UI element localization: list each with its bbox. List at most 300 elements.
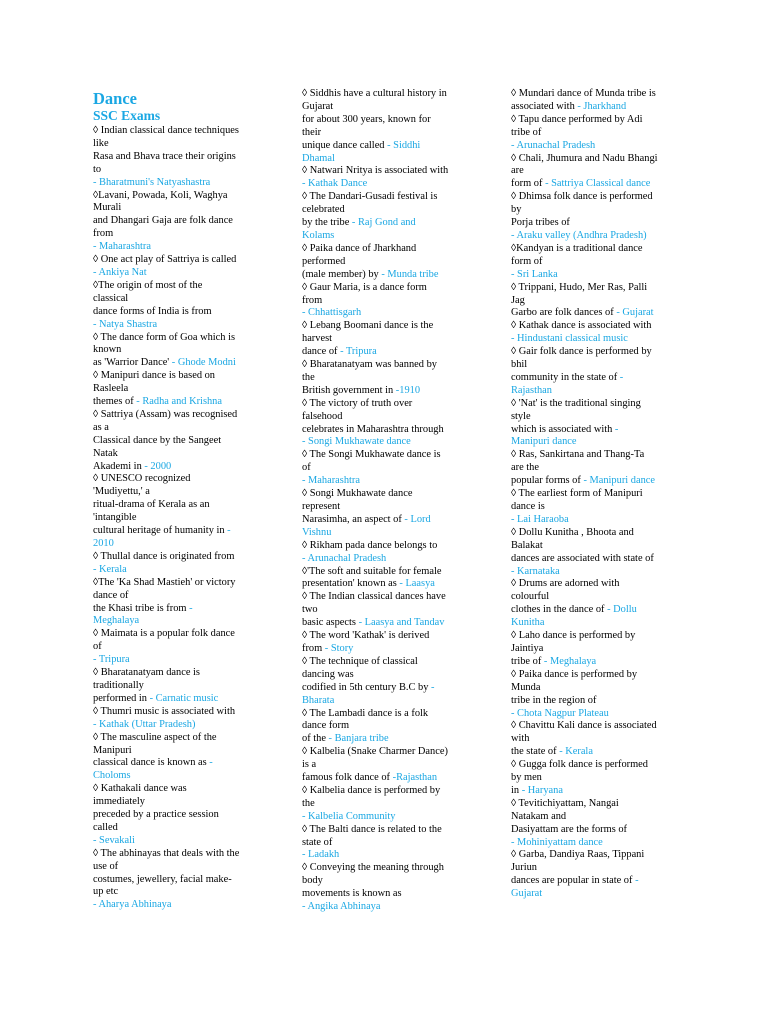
fact-item xyxy=(511,346,677,398)
fact-text: ◊ Indian classical dance techniques xyxy=(93,125,239,136)
fact-text: form of xyxy=(511,255,543,267)
fact-text: ◊ The Songi Mukhawate dance is xyxy=(302,449,441,461)
fact-answer: 2010 xyxy=(93,538,114,549)
fact-text: to xyxy=(93,163,102,175)
fact-line xyxy=(511,398,677,411)
fact-line xyxy=(511,759,677,772)
fact-answer: - xyxy=(227,525,231,537)
fact-text: ◊ Trippani, Hudo, Mer Ras, Palli xyxy=(511,281,648,293)
fact-item xyxy=(302,282,468,321)
fact-line xyxy=(511,385,677,398)
fact-line xyxy=(302,746,468,759)
fact-line xyxy=(511,436,677,449)
fact-line xyxy=(93,603,261,616)
fact-line xyxy=(511,320,677,333)
fact-text: ◊ Kalbelia dance is performed by xyxy=(302,784,441,796)
fact-text: ◊ Ras, Sankirtana and Thang-Ta xyxy=(511,449,645,461)
fact-answer: Dhamal xyxy=(302,152,335,164)
fact-answer: - xyxy=(614,423,619,435)
fact-answer: - xyxy=(189,602,193,614)
fact-item xyxy=(511,720,677,759)
fact-text: like xyxy=(93,137,109,149)
fact-line xyxy=(93,319,261,332)
fact-text: ◊ Chali, Jhumura and Nadu Bhangi xyxy=(511,152,658,164)
fact-text: ◊ Paika dance of Jharkhand xyxy=(302,242,417,254)
fact-item xyxy=(93,577,261,629)
fact-text: ◊ The Lambadi dance is a folk xyxy=(302,707,429,719)
fact-text: Natak xyxy=(93,447,118,459)
fact-text: are xyxy=(511,165,524,177)
fact-line xyxy=(302,204,468,217)
fact-text: Manipuri xyxy=(93,744,132,756)
fact-line xyxy=(302,837,468,850)
fact-line xyxy=(511,566,677,579)
fact-text: 'intangible xyxy=(93,512,137,524)
fact-line xyxy=(302,617,468,630)
fact-text: ◊ UNESCO recognized xyxy=(93,473,191,485)
fact-text: two xyxy=(302,604,318,616)
fact-answer: - Chhattisgarh xyxy=(302,307,362,319)
fact-line xyxy=(93,344,261,357)
fact-answer: - Jharkhand xyxy=(577,100,627,112)
fact-item xyxy=(302,630,468,656)
fact-answer: - Kerala xyxy=(559,746,593,758)
fact-answer: - Ankiya Nat xyxy=(93,266,147,278)
fact-line xyxy=(511,256,677,269)
fact-text: associated with xyxy=(511,100,578,112)
fact-text: by xyxy=(511,204,522,216)
fact-answer: - Lai Haraoba xyxy=(511,513,569,525)
fact-line xyxy=(93,641,261,654)
fact-text: ◊ Laho dance is performed by xyxy=(511,630,636,642)
fact-text: falsehood xyxy=(302,410,343,422)
fact-answer: - Hindustani classical music xyxy=(511,333,628,345)
fact-line xyxy=(93,590,261,603)
fact-line xyxy=(511,888,677,901)
fact-item xyxy=(302,88,468,165)
fact-answer: - Sri Lanka xyxy=(511,268,558,280)
fact-text: Narasimha, an aspect of xyxy=(302,513,405,525)
fact-line xyxy=(511,643,677,656)
fact-item xyxy=(511,282,677,321)
fact-text: dances are popular in state of xyxy=(511,875,636,887)
fact-item xyxy=(93,370,261,409)
fact-line xyxy=(93,719,261,732)
fact-line xyxy=(93,745,261,758)
fact-text: ◊ Lebang Boomani dance is the xyxy=(302,320,434,332)
fact-line xyxy=(302,798,468,811)
fact-text: ◊ The Indian classical dances have xyxy=(302,591,446,603)
fact-text: ◊ Manipuri dance is based on xyxy=(93,370,215,382)
fact-line xyxy=(302,901,468,914)
fact-answer: Kolams xyxy=(302,229,335,241)
fact-line xyxy=(93,202,261,215)
fact-text: ◊ Siddhis have a cultural history in xyxy=(302,88,447,99)
fact-line xyxy=(302,643,468,656)
fact-line xyxy=(93,770,261,783)
fact-line xyxy=(302,849,468,862)
fact-text: Murali xyxy=(93,202,122,214)
fact-line xyxy=(511,669,677,682)
fact-answer: - Angika Abhinaya xyxy=(302,901,381,913)
fact-text: from xyxy=(93,228,114,240)
fact-answer: - Maharashtra xyxy=(302,475,360,487)
fact-line xyxy=(511,114,677,127)
fact-item xyxy=(93,473,261,550)
fact-text: themes of xyxy=(93,396,137,408)
fact-line xyxy=(511,346,677,359)
fact-item xyxy=(302,243,468,282)
fact-line xyxy=(93,254,261,267)
fact-item xyxy=(511,849,677,901)
fact-answer: - Bharatmuni's Natyashastra xyxy=(93,176,211,188)
fact-text: tribe in the region of xyxy=(511,694,597,706)
fact-text: ◊ Maimata is a popular folk dance xyxy=(93,628,235,640)
fact-line xyxy=(93,473,261,486)
fact-text: from xyxy=(302,294,323,306)
fact-item xyxy=(93,628,261,667)
fact-item xyxy=(302,656,468,708)
fact-text: basic aspects xyxy=(302,617,359,629)
fact-line xyxy=(511,862,677,875)
fact-text: with xyxy=(511,733,530,745)
fact-item xyxy=(511,488,677,527)
fact-item xyxy=(93,667,261,706)
fact-text: preceded by a practice session xyxy=(93,809,219,821)
fact-text: Akademi in xyxy=(93,460,145,472)
fact-text: ◊ The abhinayas that deals with the xyxy=(93,847,240,859)
fact-line xyxy=(302,372,468,385)
fact-line xyxy=(302,591,468,604)
fact-text: the state of xyxy=(511,746,560,758)
fact-line xyxy=(93,525,261,538)
fact-line xyxy=(302,282,468,295)
fact-line xyxy=(93,551,261,564)
fact-text: ◊ Dhimsa folk dance is performed xyxy=(511,191,653,203)
fact-answer: Kunitha xyxy=(511,617,545,629)
fact-line xyxy=(93,757,261,770)
fact-text: Porja tribes of xyxy=(511,217,570,229)
fact-line xyxy=(93,654,261,667)
fact-item xyxy=(93,551,261,577)
fact-line xyxy=(511,785,677,798)
fact-text: ◊ Thumri music is associated with xyxy=(93,705,236,717)
fact-answer: Manipuri dance xyxy=(511,436,577,448)
fact-line xyxy=(511,617,677,630)
fact-text: style xyxy=(511,410,531,422)
fact-text: Classical dance by the Sangeet xyxy=(93,434,222,446)
fact-line xyxy=(511,462,677,475)
fact-line xyxy=(302,243,468,256)
fact-item xyxy=(93,125,261,190)
fact-text: ◊ Sattriya (Assam) was recognised xyxy=(93,408,238,420)
fact-line xyxy=(302,695,468,708)
fact-text: codified in 5th century B.C by xyxy=(302,681,431,693)
fact-answer: - Haryana xyxy=(521,784,563,796)
fact-answer: - Songi Mukhawate dance xyxy=(302,436,411,448)
fact-item xyxy=(511,449,677,488)
fact-item xyxy=(302,359,468,398)
fact-item xyxy=(302,449,468,488)
fact-answer: - Kathak (Uttar Pradesh) xyxy=(93,718,196,730)
fact-item xyxy=(302,320,468,359)
fact-line xyxy=(511,411,677,424)
fact-text: Garbo are folk dances of xyxy=(511,307,617,319)
fact-text: ◊ The victory of truth over xyxy=(302,397,413,409)
fact-line xyxy=(93,280,261,293)
fact-line xyxy=(302,566,468,579)
fact-text: dance of xyxy=(93,589,129,601)
fact-text: for about 300 years, known for xyxy=(302,113,431,125)
fact-line xyxy=(93,538,261,551)
fact-text: ◊ Gair folk dance is performed by xyxy=(511,346,652,358)
fact-text: Balakat xyxy=(511,539,543,551)
fact-line xyxy=(302,604,468,617)
fact-item xyxy=(511,398,677,450)
fact-line xyxy=(511,553,677,566)
fact-line xyxy=(93,809,261,822)
fact-item xyxy=(302,398,468,450)
fact-answer: - Natya Shastra xyxy=(93,318,158,330)
fact-text: ◊ The masculine aspect of the xyxy=(93,731,217,743)
fact-text: state of xyxy=(302,836,333,848)
fact-answer: -Rajasthan xyxy=(392,772,438,784)
fact-line xyxy=(93,680,261,693)
fact-line xyxy=(511,604,677,617)
fact-line xyxy=(93,577,261,590)
fact-line xyxy=(511,333,677,346)
fact-line xyxy=(302,101,468,114)
fact-text: ◊ Thullal dance is originated from xyxy=(93,550,235,562)
fact-text: ritual-drama of Kerala as an xyxy=(93,499,210,511)
fact-line xyxy=(511,191,677,204)
fact-text: up etc xyxy=(93,886,119,898)
fact-line xyxy=(302,385,468,398)
fact-line xyxy=(93,383,261,396)
fact-line xyxy=(93,138,261,151)
fact-item xyxy=(302,708,468,747)
fact-text: tribe of xyxy=(511,126,542,138)
fact-line xyxy=(93,486,261,499)
fact-answer: - 2000 xyxy=(144,460,172,472)
fact-text: ◊ The earliest form of Manipuri xyxy=(511,488,643,500)
fact-text: Jag xyxy=(511,294,525,306)
fact-text: use of xyxy=(93,860,119,872)
fact-line xyxy=(93,435,261,448)
fact-line xyxy=(511,153,677,166)
fact-line xyxy=(511,772,677,785)
fact-text: ◊Kandyan is a traditional dance xyxy=(511,242,643,254)
fact-item xyxy=(511,153,677,192)
page-title: Dance xyxy=(93,89,137,108)
fact-text: clothes in the dance of xyxy=(511,604,608,616)
fact-text: classical xyxy=(93,292,129,304)
fact-item xyxy=(511,191,677,243)
fact-text: ◊ Dollu Kunitha , Bhoota and xyxy=(511,526,634,538)
fact-line xyxy=(511,824,677,837)
fact-text: ◊The 'Ka Shad Mastieh' or victory xyxy=(93,576,236,588)
fact-item xyxy=(511,527,677,579)
fact-text: dance forms of India is from xyxy=(93,305,212,317)
fact-line xyxy=(511,837,677,850)
fact-line xyxy=(511,527,677,540)
fact-line xyxy=(93,835,261,848)
fact-line xyxy=(302,269,468,282)
fact-item xyxy=(93,783,261,848)
fact-text: (male member) by xyxy=(302,268,382,280)
fact-line xyxy=(511,849,677,862)
fact-item xyxy=(511,669,677,721)
fact-text: Munda xyxy=(511,681,541,693)
fact-answer: - Ghode Modni xyxy=(171,357,236,369)
fact-text: harvest xyxy=(302,333,333,345)
fact-line xyxy=(93,396,261,409)
fact-text: ◊ Kathakali dance was xyxy=(93,783,187,795)
fact-answer: - Chota Nagpur Plateau xyxy=(511,707,609,719)
fact-line xyxy=(302,191,468,204)
column-2 xyxy=(302,88,468,914)
fact-answer: Bharata xyxy=(302,694,335,706)
fact-text: dances are associated with state of xyxy=(511,552,654,564)
fact-text: ◊ Drums are adorned with xyxy=(511,578,620,590)
fact-answer: - Kerala xyxy=(93,563,127,575)
fact-text: movements is known as xyxy=(302,888,402,900)
fact-text: Jaintiya xyxy=(511,642,544,654)
fact-line xyxy=(93,861,261,874)
fact-line xyxy=(93,177,261,190)
fact-text: performed in xyxy=(93,692,150,704)
fact-item xyxy=(93,409,261,474)
fact-line xyxy=(511,540,677,553)
fact-text: ◊ Gaur Maria, is a dance form xyxy=(302,281,427,293)
fact-line xyxy=(93,706,261,719)
fact-text: cultural heritage of humanity in xyxy=(93,525,228,537)
fact-text: of xyxy=(93,641,102,653)
page-subtitle: SSC Exams xyxy=(93,108,161,123)
fact-item xyxy=(93,848,261,913)
fact-line xyxy=(511,295,677,308)
fact-line xyxy=(93,370,261,383)
column-2-items xyxy=(302,88,468,914)
fact-item xyxy=(302,191,468,243)
fact-text: tribe of xyxy=(511,655,544,667)
fact-line xyxy=(302,720,468,733)
fact-text: ◊'The soft and suitable for female xyxy=(302,565,442,577)
fact-line xyxy=(93,512,261,525)
fact-text: immediately xyxy=(93,796,145,808)
fact-line xyxy=(302,862,468,875)
fact-text: ◊Lavani, Powada, Koli, Waghya xyxy=(93,189,228,201)
fact-item xyxy=(93,190,261,255)
fact-answer: - Story xyxy=(324,642,354,654)
fact-line xyxy=(511,359,677,372)
fact-item xyxy=(511,243,677,282)
fact-item xyxy=(302,165,468,191)
fact-line xyxy=(511,746,677,759)
fact-line xyxy=(93,874,261,887)
fact-text: Natakam and xyxy=(511,810,567,822)
fact-answer: - Manipuri dance xyxy=(583,475,655,487)
fact-text: ◊ The Dandari-Gusadi festival is xyxy=(302,191,438,203)
fact-text: in xyxy=(511,784,522,796)
fact-text: celebrated xyxy=(302,204,345,216)
fact-line xyxy=(93,228,261,241)
fact-text: celebrates in Maharashtra through xyxy=(302,423,444,435)
fact-text: ◊ Songi Mukhawate dance xyxy=(302,488,413,500)
fact-answer: - Aharya Abhinaya xyxy=(93,899,172,911)
fact-answer: - Maharashtra xyxy=(93,241,151,253)
fact-answer: - Lord xyxy=(404,513,431,525)
fact-line xyxy=(93,422,261,435)
fact-line xyxy=(93,306,261,319)
fact-text: known xyxy=(93,344,122,356)
fact-answer: - Kathak Dance xyxy=(302,178,368,190)
fact-text: and Dhangari Gaja are folk dance xyxy=(93,215,233,227)
fact-line xyxy=(302,140,468,153)
fact-text: by the tribe xyxy=(302,217,352,229)
fact-text: community in the state of xyxy=(511,371,620,383)
fact-answer: - Kalbelia Community xyxy=(302,810,396,822)
fact-answer: - Siddhi xyxy=(387,139,421,151)
fact-line xyxy=(302,888,468,901)
fact-text: dance is xyxy=(511,501,545,512)
fact-line xyxy=(511,282,677,295)
fact-line xyxy=(93,164,261,177)
fact-text: ◊ Bharatanatyam was banned by xyxy=(302,359,437,371)
fact-item xyxy=(93,732,261,784)
fact-text: ◊ 'Nat' is the traditional singing xyxy=(511,397,641,409)
fact-line xyxy=(511,630,677,643)
fact-line xyxy=(93,499,261,512)
fact-line xyxy=(511,165,677,178)
fact-line xyxy=(302,320,468,333)
fact-item xyxy=(302,862,468,914)
fact-text: British government in xyxy=(302,384,396,396)
fact-text: ◊ The word 'Kathak' is derived xyxy=(302,630,430,642)
fact-line xyxy=(93,615,261,628)
fact-line xyxy=(302,656,468,669)
fact-text: Gujarat xyxy=(302,100,334,112)
fact-text: ◊ The technique of classical xyxy=(302,655,418,667)
fact-text: body xyxy=(302,875,323,887)
fact-answer: - Carnatic music xyxy=(149,692,219,704)
fact-line xyxy=(511,475,677,488)
fact-line xyxy=(302,359,468,372)
fact-answer: - Araku valley (Andhra Pradesh) xyxy=(511,229,647,241)
fact-answer: - Ladakh xyxy=(302,849,340,861)
fact-text: 'Mudiyettu,' a xyxy=(93,486,150,498)
fact-text: ◊ Conveying the meaning through xyxy=(302,862,444,874)
fact-text: ◊ Kalbelia (Snake Charmer Dance) xyxy=(302,746,448,758)
fact-line xyxy=(511,811,677,824)
fact-line xyxy=(93,267,261,280)
fact-text: famous folk dance of xyxy=(302,772,393,784)
fact-answer: - Banjara tribe xyxy=(328,733,389,745)
fact-line xyxy=(302,578,468,591)
fact-line xyxy=(93,357,261,370)
fact-line xyxy=(302,462,468,475)
fact-line xyxy=(302,708,468,721)
fact-text: form of xyxy=(511,178,546,190)
fact-text: ◊ Natwari Nritya is associated with xyxy=(302,165,449,177)
fact-text: the Khasi tribe is from xyxy=(93,602,190,614)
fact-answer: - Dollu xyxy=(607,604,637,616)
fact-line xyxy=(511,695,677,708)
fact-item xyxy=(302,785,468,824)
fact-text: by men xyxy=(511,772,542,784)
fact-line xyxy=(93,732,261,745)
fact-item xyxy=(511,578,677,630)
